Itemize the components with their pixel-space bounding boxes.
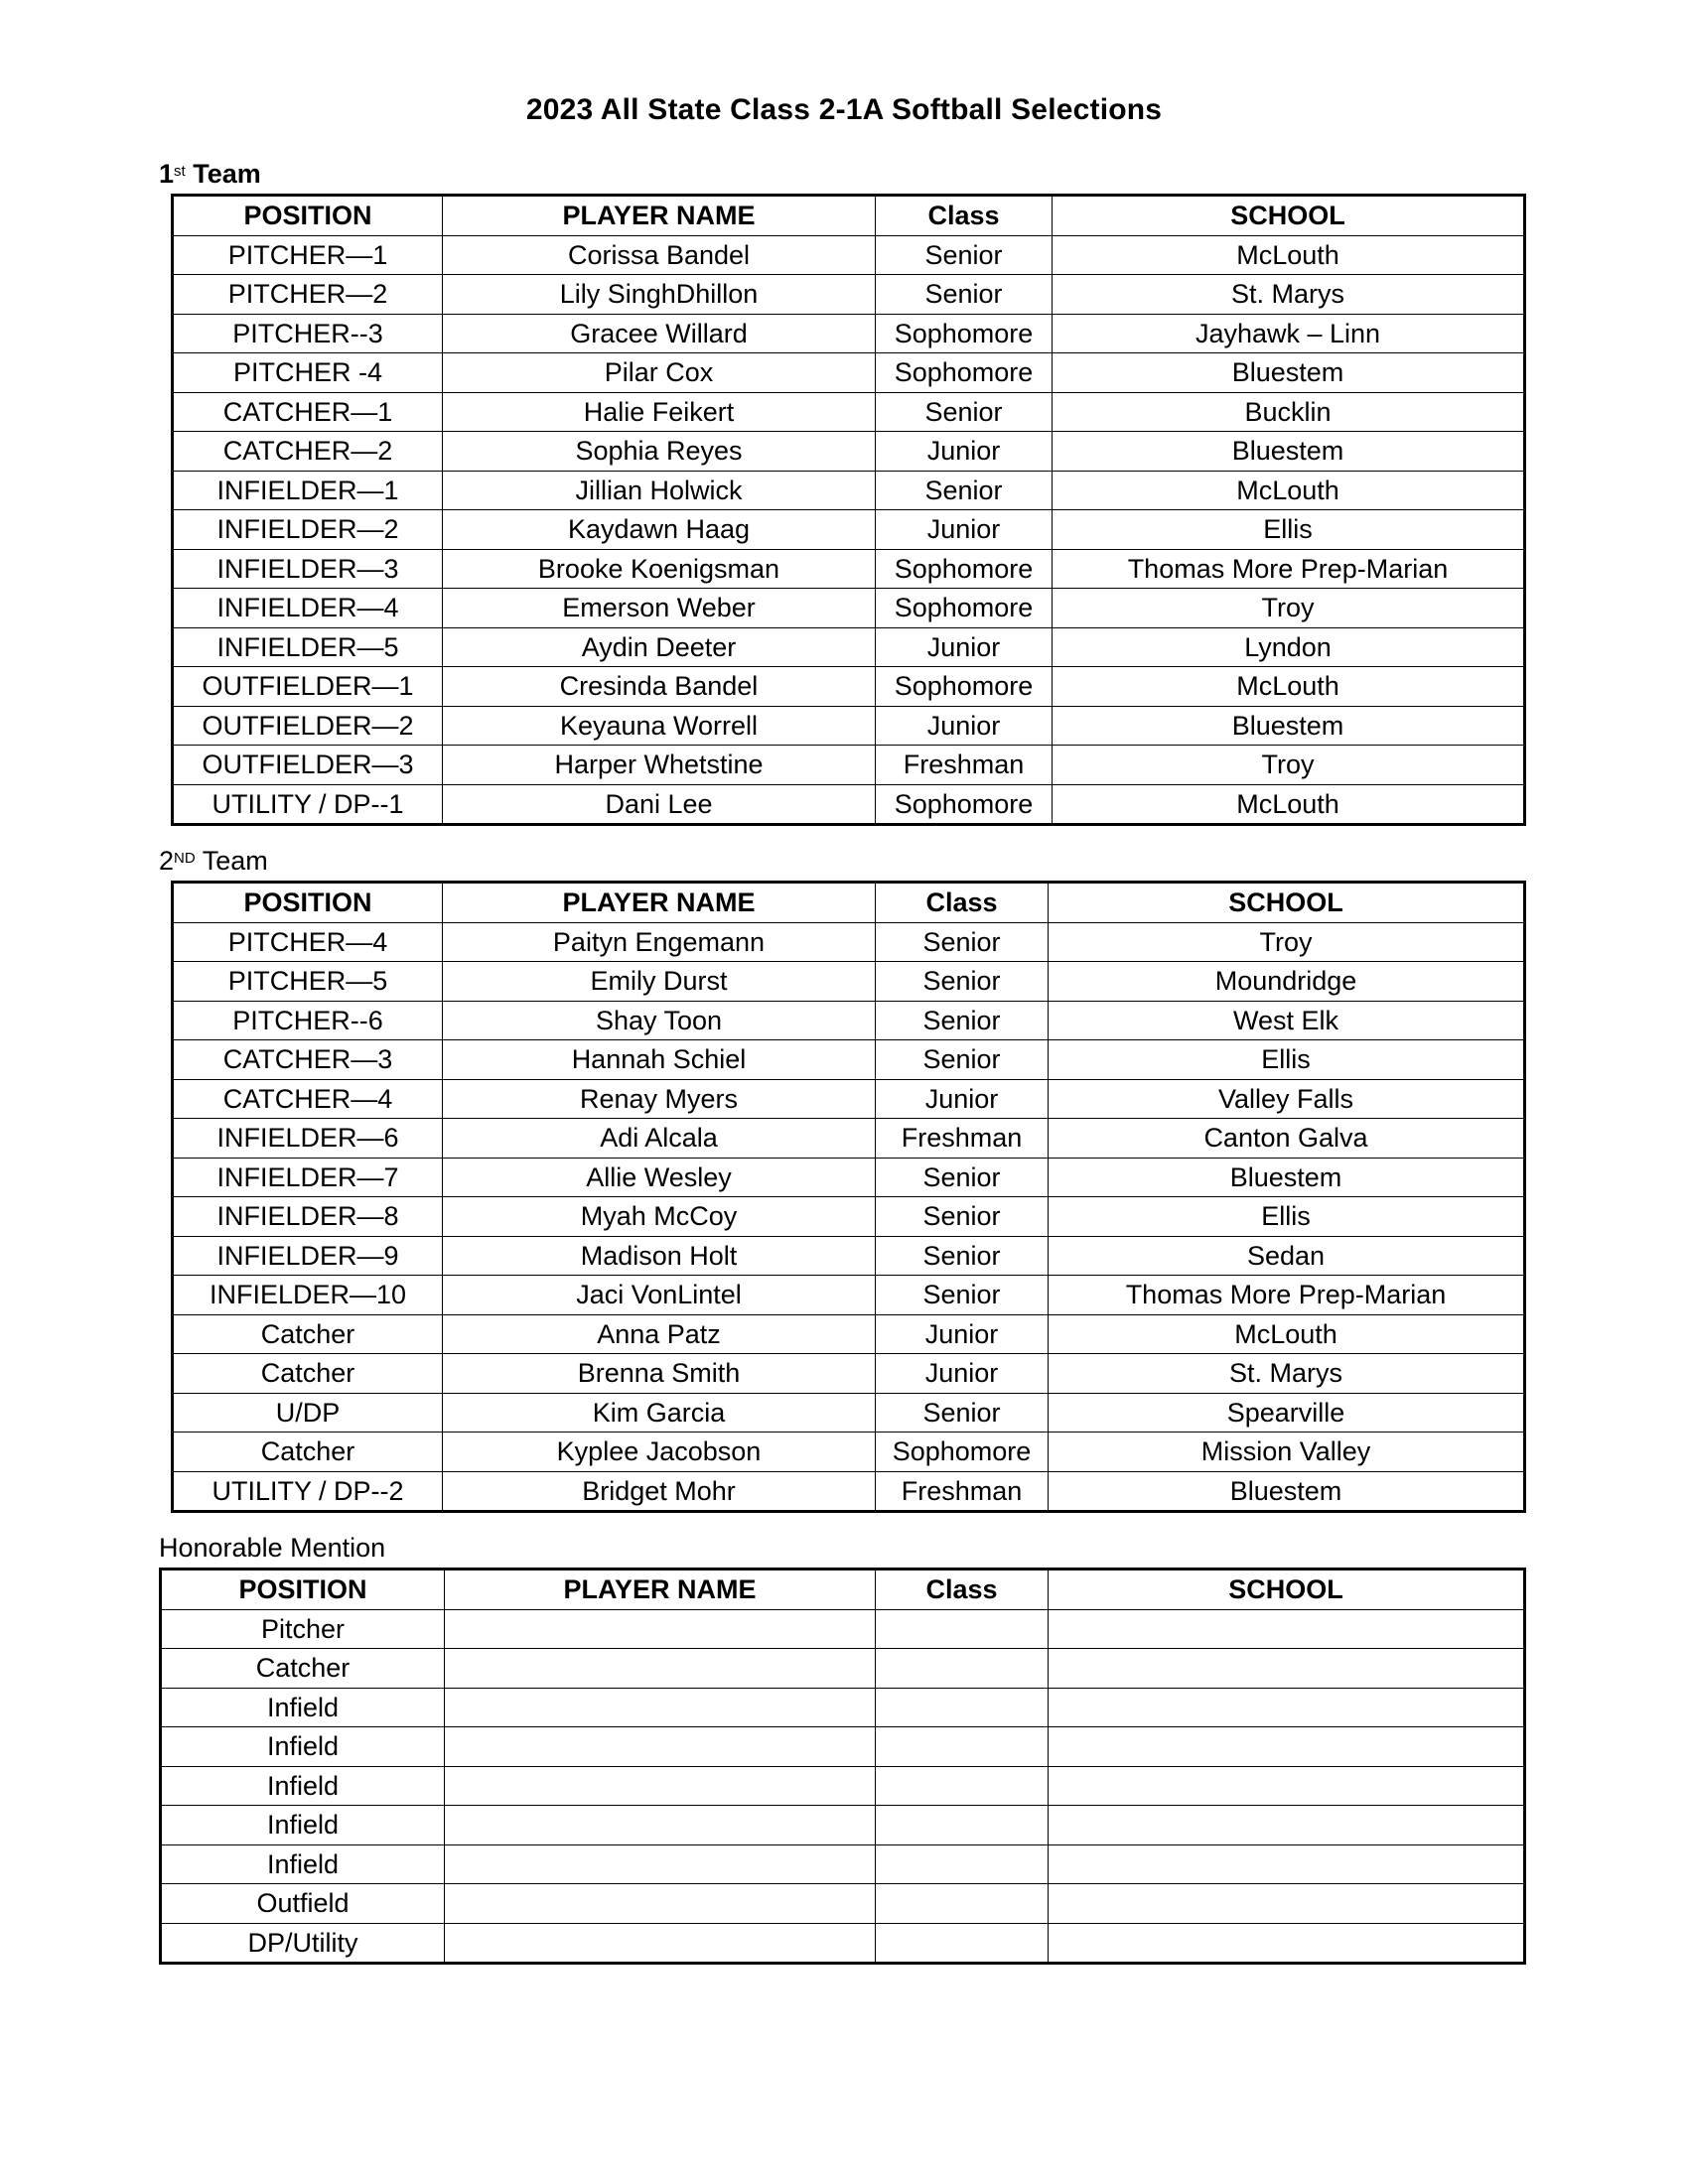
table-row [173, 471, 1525, 510]
class-cell: Senior [876, 1197, 1049, 1237]
honorable-mention-table [159, 1568, 1526, 1965]
player-name-cell: Gracee Willard [443, 314, 876, 353]
position-cell: INFIELDER—1 [173, 471, 443, 510]
player-name-cell: Kim Garcia [443, 1393, 876, 1433]
table-row [161, 1923, 1525, 1964]
school-cell: McLouth [1053, 784, 1525, 825]
school-cell: Bluestem [1049, 1158, 1525, 1197]
position-cell: INFIELDER—3 [173, 549, 443, 589]
player-name-cell [445, 1844, 876, 1884]
school-cell: Sedan [1049, 1236, 1525, 1276]
class-cell: Sophomore [876, 589, 1053, 628]
school-cell: Bluestem [1049, 1471, 1525, 1512]
class-cell: Senior [876, 1393, 1049, 1433]
class-cell: Junior [876, 432, 1053, 472]
position-cell: INFIELDER—7 [173, 1158, 443, 1197]
school-cell [1049, 1609, 1525, 1649]
table-row [173, 1314, 1525, 1354]
table-row [173, 627, 1525, 667]
position-cell: UTILITY / DP--2 [173, 1471, 443, 1512]
position-cell: Outfield [161, 1884, 445, 1924]
player-name-cell [445, 1688, 876, 1727]
second-team-label-rest: Team [195, 846, 268, 876]
player-name-cell: Halie Feikert [443, 392, 876, 432]
column-header-school: SCHOOL [1053, 196, 1525, 236]
column-header-school: SCHOOL [1049, 1570, 1525, 1610]
table-row [173, 432, 1525, 472]
school-cell: Troy [1053, 746, 1525, 785]
column-header-position: POSITION [173, 883, 443, 923]
position-cell: Infield [161, 1766, 445, 1806]
table-row [173, 1040, 1525, 1080]
table-row [161, 1766, 1525, 1806]
position-cell: PITCHER--3 [173, 314, 443, 353]
position-cell: INFIELDER—9 [173, 1236, 443, 1276]
school-cell: St. Marys [1053, 275, 1525, 315]
table-row [161, 1844, 1525, 1884]
column-header-class: Class [876, 1570, 1049, 1610]
class-cell: Senior [876, 1276, 1049, 1315]
class-cell: Sophomore [876, 667, 1053, 707]
position-cell: Infield [161, 1688, 445, 1727]
class-cell [876, 1884, 1049, 1924]
position-cell: Infield [161, 1727, 445, 1767]
school-cell: Bluestem [1053, 353, 1525, 393]
class-cell: Senior [876, 275, 1053, 315]
column-header-player-name: PLAYER NAME [445, 1570, 876, 1610]
school-cell [1049, 1844, 1525, 1884]
position-cell: Infield [161, 1806, 445, 1845]
second-team-label-sup: ND [174, 850, 196, 867]
player-name-cell: Allie Wesley [443, 1158, 876, 1197]
school-cell: Canton Galva [1049, 1119, 1525, 1159]
class-cell [876, 1766, 1049, 1806]
class-cell: Freshman [876, 1119, 1049, 1159]
player-name-cell: Pilar Cox [443, 353, 876, 393]
table-row [173, 1354, 1525, 1394]
school-cell: Troy [1053, 589, 1525, 628]
class-cell: Junior [876, 1354, 1049, 1394]
player-name-cell: Aydin Deeter [443, 627, 876, 667]
position-cell: Pitcher [161, 1609, 445, 1649]
player-name-cell: Emily Durst [443, 962, 876, 1002]
player-name-cell [445, 1766, 876, 1806]
position-cell: Infield [161, 1844, 445, 1884]
school-cell: Bluestem [1053, 706, 1525, 746]
table-row [161, 1727, 1525, 1767]
table-row [173, 1001, 1525, 1040]
position-cell: Catcher [161, 1649, 445, 1689]
table-row [173, 1393, 1525, 1433]
table-row [161, 1649, 1525, 1689]
player-name-cell: Adi Alcala [443, 1119, 876, 1159]
first-team-label-num: 1 [159, 159, 175, 189]
table-row [173, 746, 1525, 785]
class-cell: Junior [876, 627, 1053, 667]
class-cell: Senior [876, 392, 1053, 432]
class-cell [876, 1727, 1049, 1767]
school-cell: Ellis [1049, 1197, 1525, 1237]
second-team-label-num: 2 [159, 846, 175, 876]
table-row [173, 922, 1525, 962]
first-team-label [159, 159, 261, 189]
school-cell: Spearville [1049, 1393, 1525, 1433]
school-cell: Ellis [1049, 1040, 1525, 1080]
position-cell: Catcher [173, 1433, 443, 1472]
position-cell: PITCHER—4 [173, 922, 443, 962]
class-cell: Junior [876, 510, 1053, 550]
position-cell: CATCHER—3 [173, 1040, 443, 1080]
column-header-player-name: PLAYER NAME [443, 883, 876, 923]
player-name-cell: Brooke Koenigsman [443, 549, 876, 589]
class-cell [876, 1688, 1049, 1727]
first-team-label-rest: Team [185, 159, 261, 189]
class-cell: Senior [876, 1236, 1049, 1276]
school-cell: Troy [1049, 922, 1525, 962]
player-name-cell: Jillian Holwick [443, 471, 876, 510]
player-name-cell: Kaydawn Haag [443, 510, 876, 550]
column-header-school: SCHOOL [1049, 883, 1525, 923]
school-cell: Jayhawk – Linn [1053, 314, 1525, 353]
position-cell: UTILITY / DP--1 [173, 784, 443, 825]
class-cell: Freshman [876, 746, 1053, 785]
table-row [173, 1158, 1525, 1197]
school-cell [1049, 1923, 1525, 1964]
position-cell: DP/Utility [161, 1923, 445, 1964]
table-row [173, 1079, 1525, 1119]
school-cell: Bluestem [1053, 432, 1525, 472]
table-row [173, 510, 1525, 550]
player-name-cell: Renay Myers [443, 1079, 876, 1119]
school-cell [1049, 1884, 1525, 1924]
class-cell: Sophomore [876, 549, 1053, 589]
player-name-cell: Shay Toon [443, 1001, 876, 1040]
class-cell [876, 1609, 1049, 1649]
position-cell: U/DP [173, 1393, 443, 1433]
class-cell [876, 1649, 1049, 1689]
player-name-cell [445, 1649, 876, 1689]
position-cell: CATCHER—1 [173, 392, 443, 432]
school-cell [1049, 1766, 1525, 1806]
position-cell: INFIELDER—10 [173, 1276, 443, 1315]
table-row [173, 1197, 1525, 1237]
school-cell: Mission Valley [1049, 1433, 1525, 1472]
table-row [173, 667, 1525, 707]
school-cell: Thomas More Prep-Marian [1049, 1276, 1525, 1315]
player-name-cell: Paityn Engemann [443, 922, 876, 962]
player-name-cell: Keyauna Worrell [443, 706, 876, 746]
table-row [173, 706, 1525, 746]
table-row [173, 1471, 1525, 1512]
school-cell: McLouth [1053, 235, 1525, 275]
player-name-cell [445, 1609, 876, 1649]
table-header-row [173, 196, 1525, 236]
position-cell: INFIELDER—5 [173, 627, 443, 667]
school-cell: McLouth [1049, 1314, 1525, 1354]
column-header-position: POSITION [161, 1570, 445, 1610]
table-row [173, 589, 1525, 628]
second-team-label [159, 846, 268, 876]
table-row [173, 962, 1525, 1002]
player-name-cell: Lily SinghDhillon [443, 275, 876, 315]
position-cell: PITCHER--6 [173, 1001, 443, 1040]
school-cell [1049, 1806, 1525, 1845]
second-team-table [171, 881, 1526, 1513]
player-name-cell: Harper Whetstine [443, 746, 876, 785]
table-row [173, 549, 1525, 589]
player-name-cell: Cresinda Bandel [443, 667, 876, 707]
position-cell: PITCHER—2 [173, 275, 443, 315]
player-name-cell: Corissa Bandel [443, 235, 876, 275]
position-cell: INFIELDER—8 [173, 1197, 443, 1237]
class-cell: Senior [876, 1001, 1049, 1040]
player-name-cell: Anna Patz [443, 1314, 876, 1354]
position-cell: Catcher [173, 1354, 443, 1394]
column-header-class: Class [876, 883, 1049, 923]
school-cell: St. Marys [1049, 1354, 1525, 1394]
class-cell [876, 1923, 1049, 1964]
class-cell: Junior [876, 1079, 1049, 1119]
player-name-cell: Brenna Smith [443, 1354, 876, 1394]
school-cell: Ellis [1053, 510, 1525, 550]
table-header-row [173, 883, 1525, 923]
table-row [173, 235, 1525, 275]
table-row [173, 1433, 1525, 1472]
position-cell: OUTFIELDER—2 [173, 706, 443, 746]
player-name-cell [445, 1923, 876, 1964]
school-cell: Bucklin [1053, 392, 1525, 432]
player-name-cell: Hannah Schiel [443, 1040, 876, 1080]
class-cell: Sophomore [876, 784, 1053, 825]
table-row [173, 784, 1525, 825]
class-cell: Sophomore [876, 353, 1053, 393]
school-cell: McLouth [1053, 471, 1525, 510]
position-cell: INFIELDER—4 [173, 589, 443, 628]
first-team-table [171, 194, 1526, 826]
position-cell: PITCHER—5 [173, 962, 443, 1002]
player-name-cell [445, 1806, 876, 1845]
table-row [173, 392, 1525, 432]
player-name-cell: Bridget Mohr [443, 1471, 876, 1512]
player-name-cell: Kyplee Jacobson [443, 1433, 876, 1472]
table-row [173, 314, 1525, 353]
table-row [161, 1609, 1525, 1649]
class-cell [876, 1844, 1049, 1884]
table-row [173, 1276, 1525, 1315]
class-cell: Sophomore [876, 314, 1053, 353]
class-cell: Senior [876, 235, 1053, 275]
player-name-cell: Emerson Weber [443, 589, 876, 628]
position-cell: PITCHER—1 [173, 235, 443, 275]
table-row [161, 1806, 1525, 1845]
table-row [161, 1884, 1525, 1924]
class-cell: Sophomore [876, 1433, 1049, 1472]
class-cell: Senior [876, 962, 1049, 1002]
player-name-cell: Madison Holt [443, 1236, 876, 1276]
player-name-cell: Jaci VonLintel [443, 1276, 876, 1315]
player-name-cell: Myah McCoy [443, 1197, 876, 1237]
class-cell: Senior [876, 922, 1049, 962]
school-cell: West Elk [1049, 1001, 1525, 1040]
school-cell: Thomas More Prep-Marian [1053, 549, 1525, 589]
school-cell [1049, 1688, 1525, 1727]
table-row [173, 1236, 1525, 1276]
player-name-cell: Dani Lee [443, 784, 876, 825]
school-cell: Moundridge [1049, 962, 1525, 1002]
player-name-cell: Sophia Reyes [443, 432, 876, 472]
table-row [161, 1688, 1525, 1727]
position-cell: CATCHER—4 [173, 1079, 443, 1119]
first-team-label-sup: st [174, 163, 186, 180]
table-row [173, 1119, 1525, 1159]
page-title: 2023 All State Class 2-1A Softball Selections [525, 93, 1163, 126]
table-header-row [161, 1570, 1525, 1610]
table-row [173, 275, 1525, 315]
class-cell: Senior [876, 1040, 1049, 1080]
class-cell: Junior [876, 1314, 1049, 1354]
player-name-cell [445, 1727, 876, 1767]
position-cell: PITCHER -4 [173, 353, 443, 393]
position-cell: INFIELDER—6 [173, 1119, 443, 1159]
table-row [173, 353, 1525, 393]
school-cell: Valley Falls [1049, 1079, 1525, 1119]
player-name-cell [445, 1884, 876, 1924]
position-cell: INFIELDER—2 [173, 510, 443, 550]
class-cell: Senior [876, 1158, 1049, 1197]
position-cell: CATCHER—2 [173, 432, 443, 472]
column-header-class: Class [876, 196, 1053, 236]
school-cell: McLouth [1053, 667, 1525, 707]
position-cell: OUTFIELDER—1 [173, 667, 443, 707]
class-cell: Junior [876, 706, 1053, 746]
school-cell [1049, 1649, 1525, 1689]
class-cell [876, 1806, 1049, 1845]
class-cell: Freshman [876, 1471, 1049, 1512]
school-cell [1049, 1727, 1525, 1767]
position-cell: OUTFIELDER—3 [173, 746, 443, 785]
column-header-position: POSITION [173, 196, 443, 236]
honorable-mention-label: Honorable Mention [159, 1533, 386, 1563]
column-header-player-name: PLAYER NAME [443, 196, 876, 236]
position-cell: Catcher [173, 1314, 443, 1354]
class-cell: Senior [876, 471, 1053, 510]
school-cell: Lyndon [1053, 627, 1525, 667]
